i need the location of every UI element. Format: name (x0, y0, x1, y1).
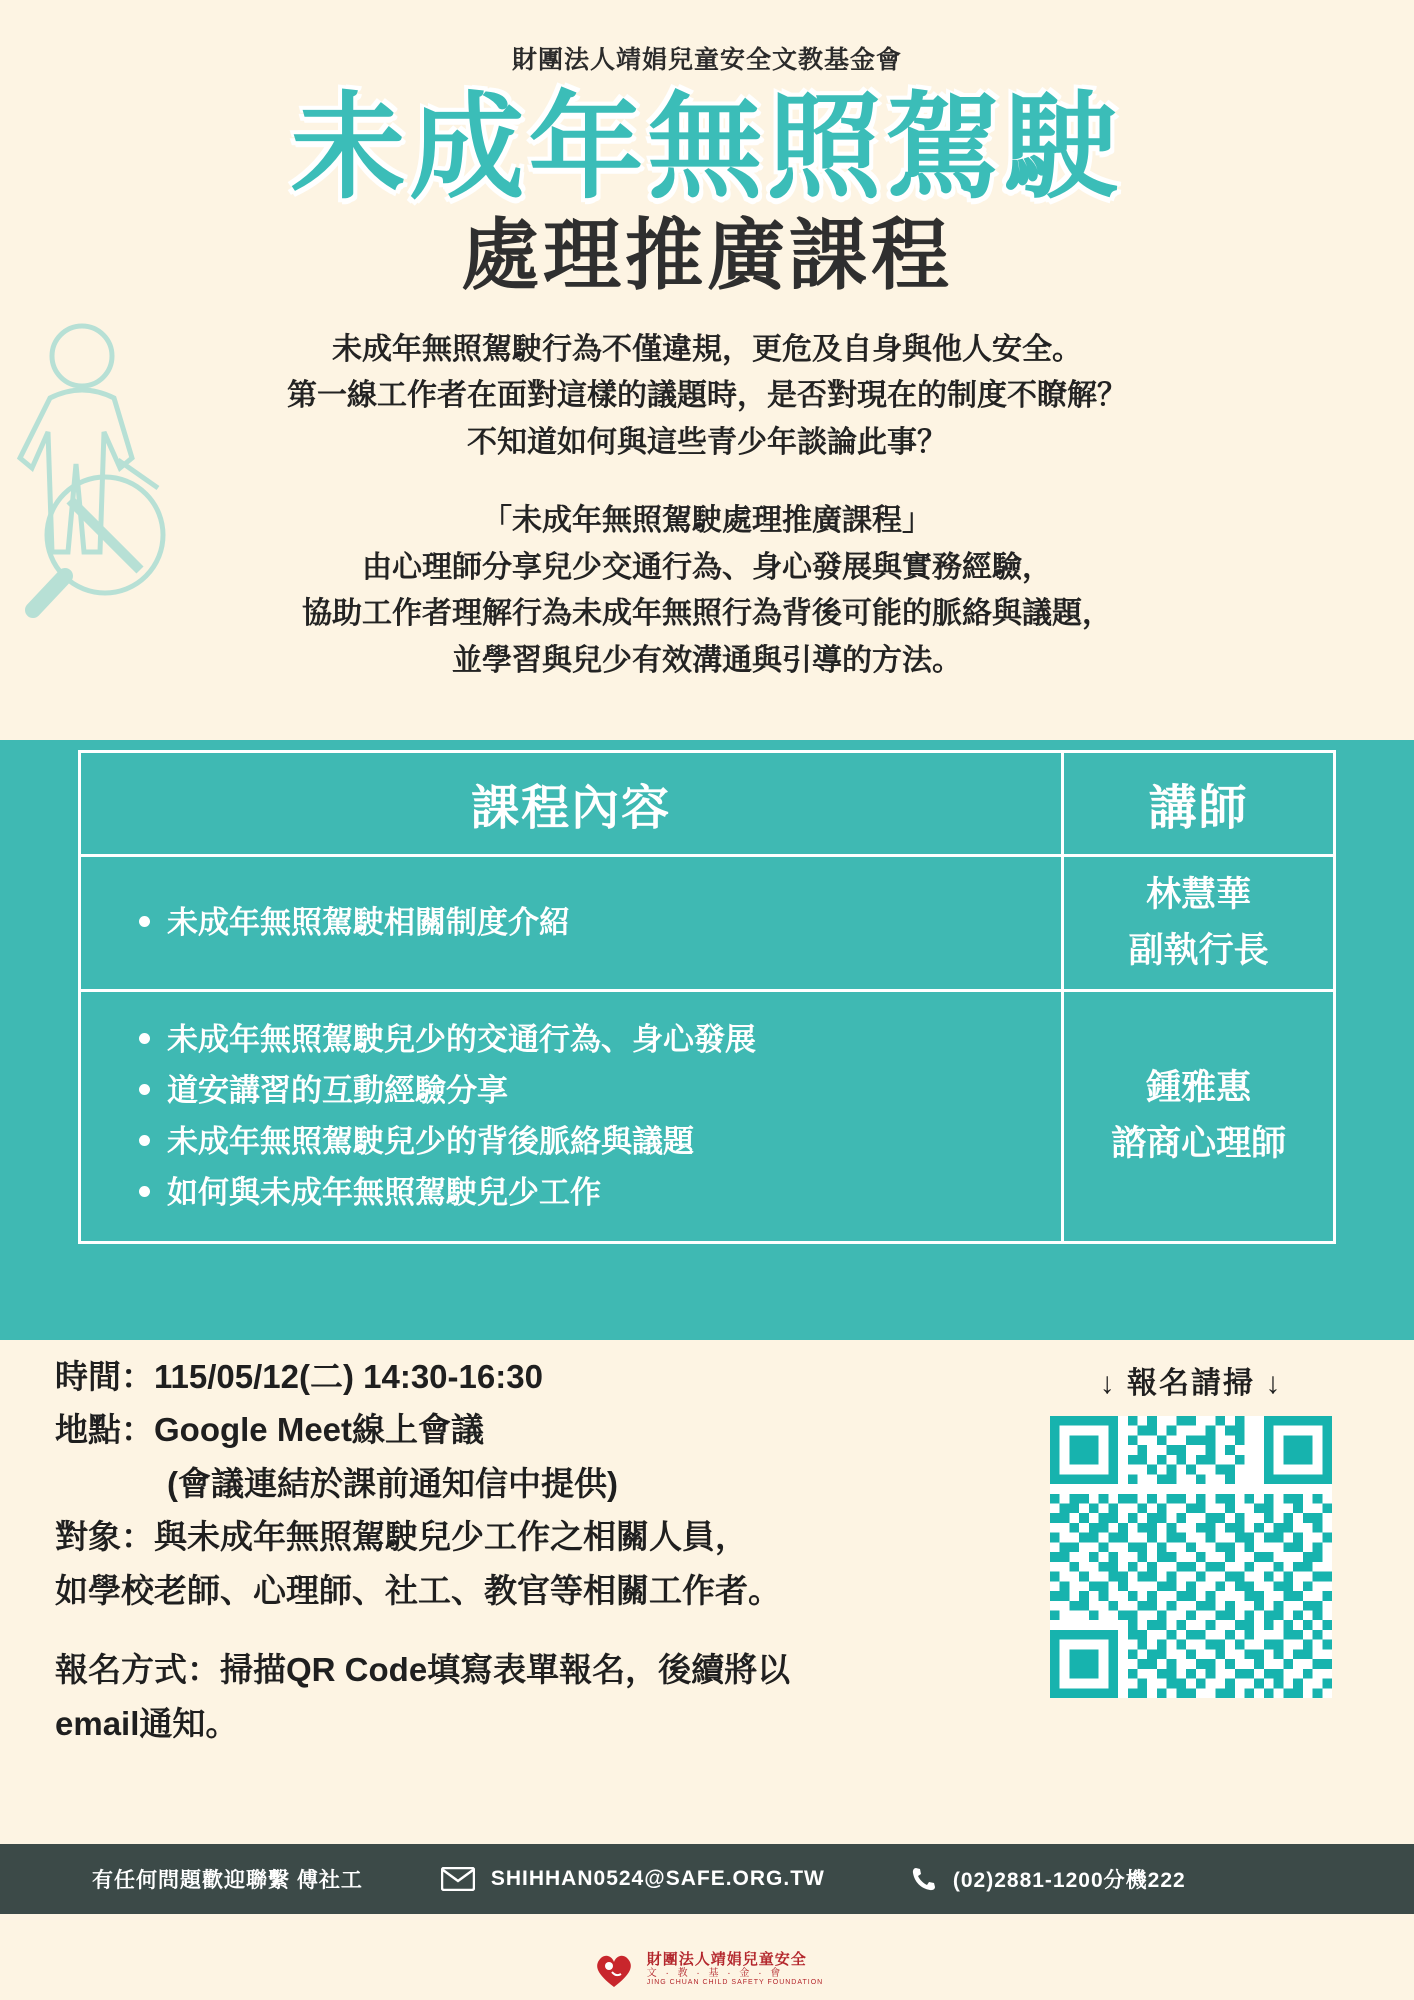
qr-code-icon[interactable] (1050, 1416, 1332, 1698)
topic-list (111, 897, 1035, 948)
brand-name-cn2: 文 · 教 · 基 · 金 · 會 (646, 1967, 784, 1979)
teacher-cell (1063, 991, 1335, 1243)
footer-bar (0, 1844, 1414, 1914)
event-time: 時間：115/05/12(二) 14:30-16:30 (55, 1358, 543, 1395)
table-row (80, 991, 1335, 1243)
footer-phone-text[interactable]: (02)2881-1200分機222 (952, 1869, 1186, 1892)
list-item: 未成年無照駕駛兒少的背後脈絡與議題 (137, 1116, 1035, 1167)
intro-para1-line2: 第一線工作者在面對這樣的議題時，是否對現在的制度不瞭解？ (287, 379, 1127, 413)
intro-para2-line1: 「未成年無照駕駛處理推廣課程」 (482, 504, 932, 538)
list-item: 未成年無照駕駛相關制度介紹 (137, 897, 1035, 948)
table-row (80, 856, 1335, 991)
teacher-title: 副執行長 (1128, 931, 1269, 970)
qr-section (1026, 1358, 1356, 1698)
intro-para2-line4: 並學習與兒少有效溝通與引導的方法。 (452, 643, 962, 677)
organization-name: 財團法人靖娟兒童安全文教基金會 (511, 46, 902, 74)
brand-text (647, 1951, 823, 1988)
intro-para1-line3: 不知道如何與這些青少年談論此事？ (467, 425, 947, 459)
qr-instruction-label: ↓ 報名請掃 ↓ (1099, 1367, 1283, 1400)
signup-method-line1: 報名方式：掃描QR Code填寫表單報名，後續將以 (55, 1651, 791, 1689)
column-header-teacher: 講師 (1063, 752, 1335, 856)
list-item: 道安講習的互動經驗分享 (137, 1065, 1035, 1116)
list-item: 未成年無照駕駛兒少的交通行為、身心發展 (137, 1014, 1035, 1065)
topic-cell (80, 856, 1063, 991)
intro-para2-line3: 協助工作者理解行為未成年無照行為背後可能的脈絡與議題， (302, 597, 1112, 631)
heart-logo-icon (591, 1946, 637, 1992)
footer-contact (92, 1864, 363, 1894)
topic-list (111, 1014, 1035, 1219)
intro-para2-line2: 由心理師分享兒少交通行為、身心發展與實務經驗， (362, 550, 1052, 584)
footer-email-text[interactable]: SHIHHAN0524@SAFE.ORG.TW (490, 1867, 825, 1890)
intro-gap (0, 466, 1414, 498)
event-audience-line1: 對象：與未成年無照駕駛兒少工作之相關人員， (55, 1518, 748, 1556)
qr-code[interactable] (1050, 1416, 1332, 1698)
teacher-cell (1063, 856, 1335, 991)
brand-name-cn: 財團法人靖娟兒童安全 (646, 1950, 807, 1968)
topic-cell (80, 991, 1063, 1243)
table-header-row (80, 752, 1335, 856)
column-header-content: 課程內容 (80, 752, 1063, 856)
intro-text-block (0, 327, 1414, 685)
signup-method-line2: email通知。 (55, 1704, 239, 1742)
footer-contact-label: 有任何問題歡迎聯繫 傅社工 (92, 1869, 363, 1892)
list-item: 如何與未成年無照駕駛兒少工作 (137, 1167, 1035, 1218)
page-subtitle: 處理推廣課程 (460, 210, 953, 299)
info-spacer (55, 1617, 975, 1643)
page-title: 未成年無照駕駛 (290, 84, 1124, 212)
event-place-note: (會議連結於課前通知信中提供) (167, 1464, 618, 1502)
brand-name-en: JING CHUAN CHILD SAFETY FOUNDATION (646, 1979, 824, 1987)
phone-icon (911, 1866, 937, 1892)
teacher-name: 鍾雅惠 (1146, 1068, 1252, 1108)
envelope-icon (441, 1867, 475, 1891)
brand-logo (0, 1946, 1414, 1992)
course-table (78, 750, 1336, 1244)
intro-para1-line1: 未成年無照駕駛行為不僅違規，更危及自身與他人安全。 (332, 332, 1082, 366)
teacher-name: 林慧華 (1146, 875, 1252, 914)
event-place: 地點：Google Meet線上會議 (55, 1411, 485, 1449)
teacher-title: 諮商心理師 (1111, 1124, 1287, 1164)
event-details (55, 1350, 975, 1750)
footer-email[interactable] (441, 1867, 825, 1891)
event-audience-line2: 如學校老師、心理師、社工、教官等相關工作者。 (55, 1571, 781, 1609)
footer-phone[interactable] (911, 1864, 1186, 1894)
